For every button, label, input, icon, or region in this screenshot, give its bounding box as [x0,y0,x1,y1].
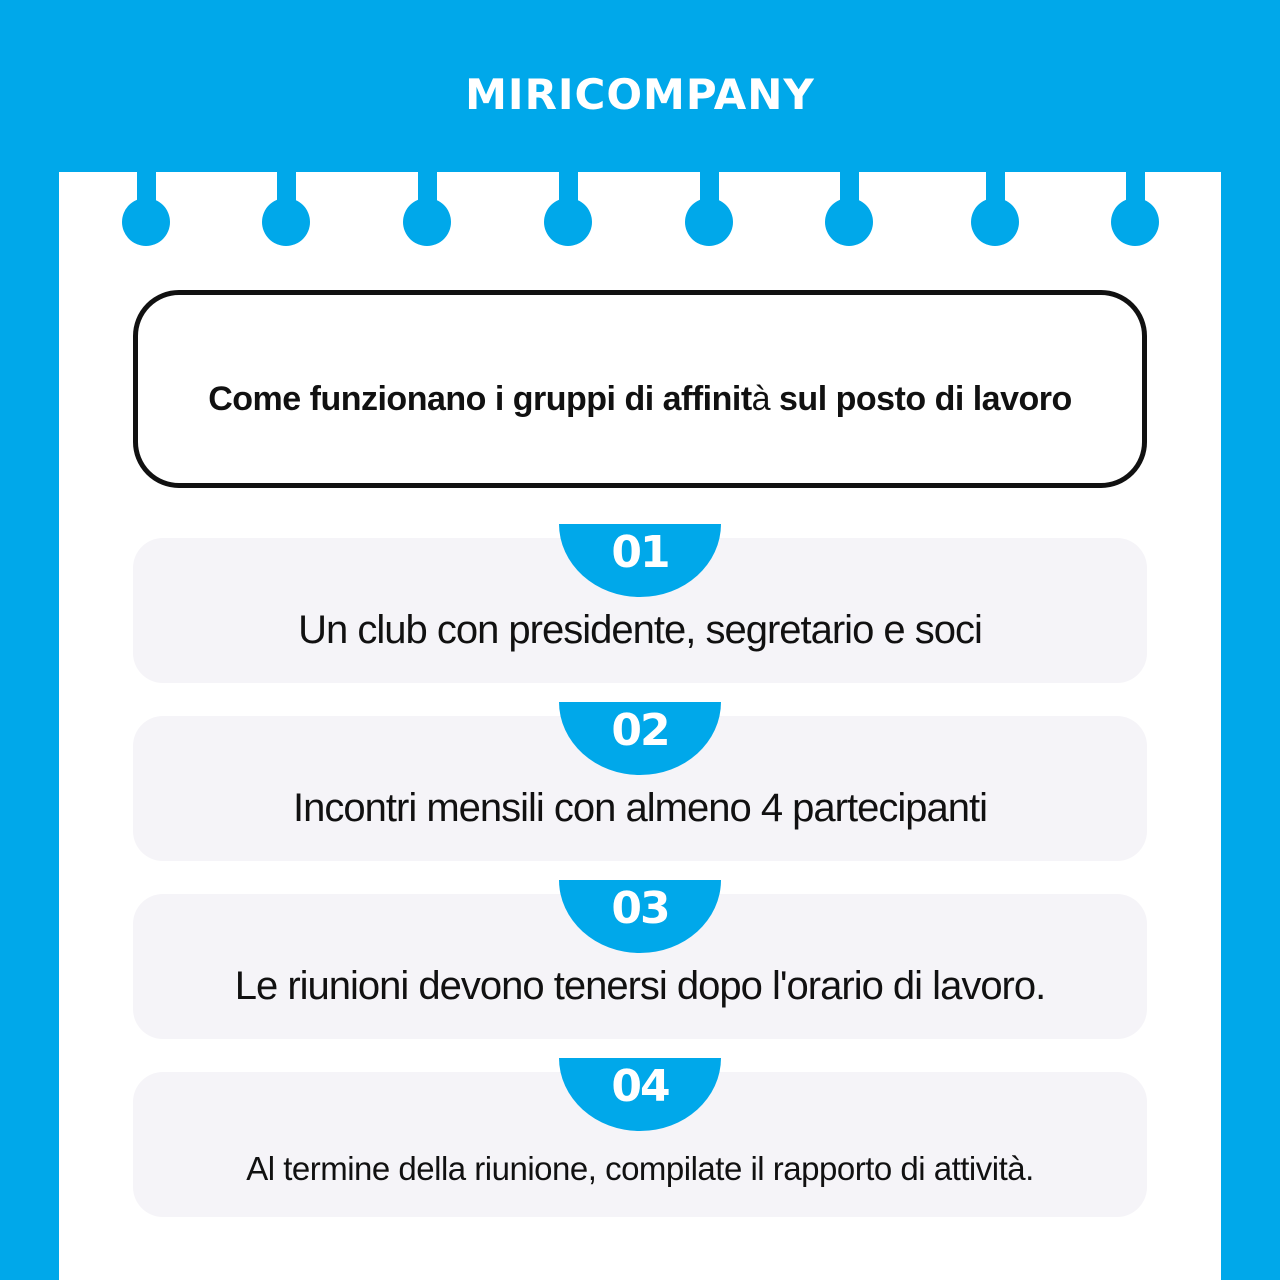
step-number-badge: 03 [559,880,721,953]
binder-ring-icon [544,172,592,246]
step-item [133,527,1147,683]
step-item [133,1061,1147,1217]
title-text-after: sul posto di lavoro [770,379,1072,418]
binder-ring-icon [971,172,1019,246]
binder-ring-icon [825,172,873,246]
step-number-badge: 04 [559,1058,721,1131]
step-item [133,883,1147,1039]
step-text: Incontri mensili con almeno 4 partecipanti [293,786,987,830]
title-text-before: Come funzionano i gruppi di affinit [208,379,752,418]
title-accent-char: à [751,379,771,418]
brand-title: MIRICOMPANY [465,70,815,119]
step-number-badge: 02 [559,702,721,775]
title-box [133,290,1147,488]
step-text: Le riunioni devono tenersi dopo l'orario di lavoro. [234,964,1046,1008]
step-text: Al termine della riunione, compilate il rapporto di attività. [246,1150,1034,1187]
step-number-badge: 01 [559,524,721,597]
step-text: Un club con presidente, segretario e soci [298,608,982,652]
binder-ring-icon [685,172,733,246]
binder-ring-icon [403,172,451,246]
binder-ring-icon [122,172,170,246]
binder-ring-icon [262,172,310,246]
page-title [208,380,1072,419]
step-item [133,705,1147,861]
binder-ring-icon [1111,172,1159,246]
